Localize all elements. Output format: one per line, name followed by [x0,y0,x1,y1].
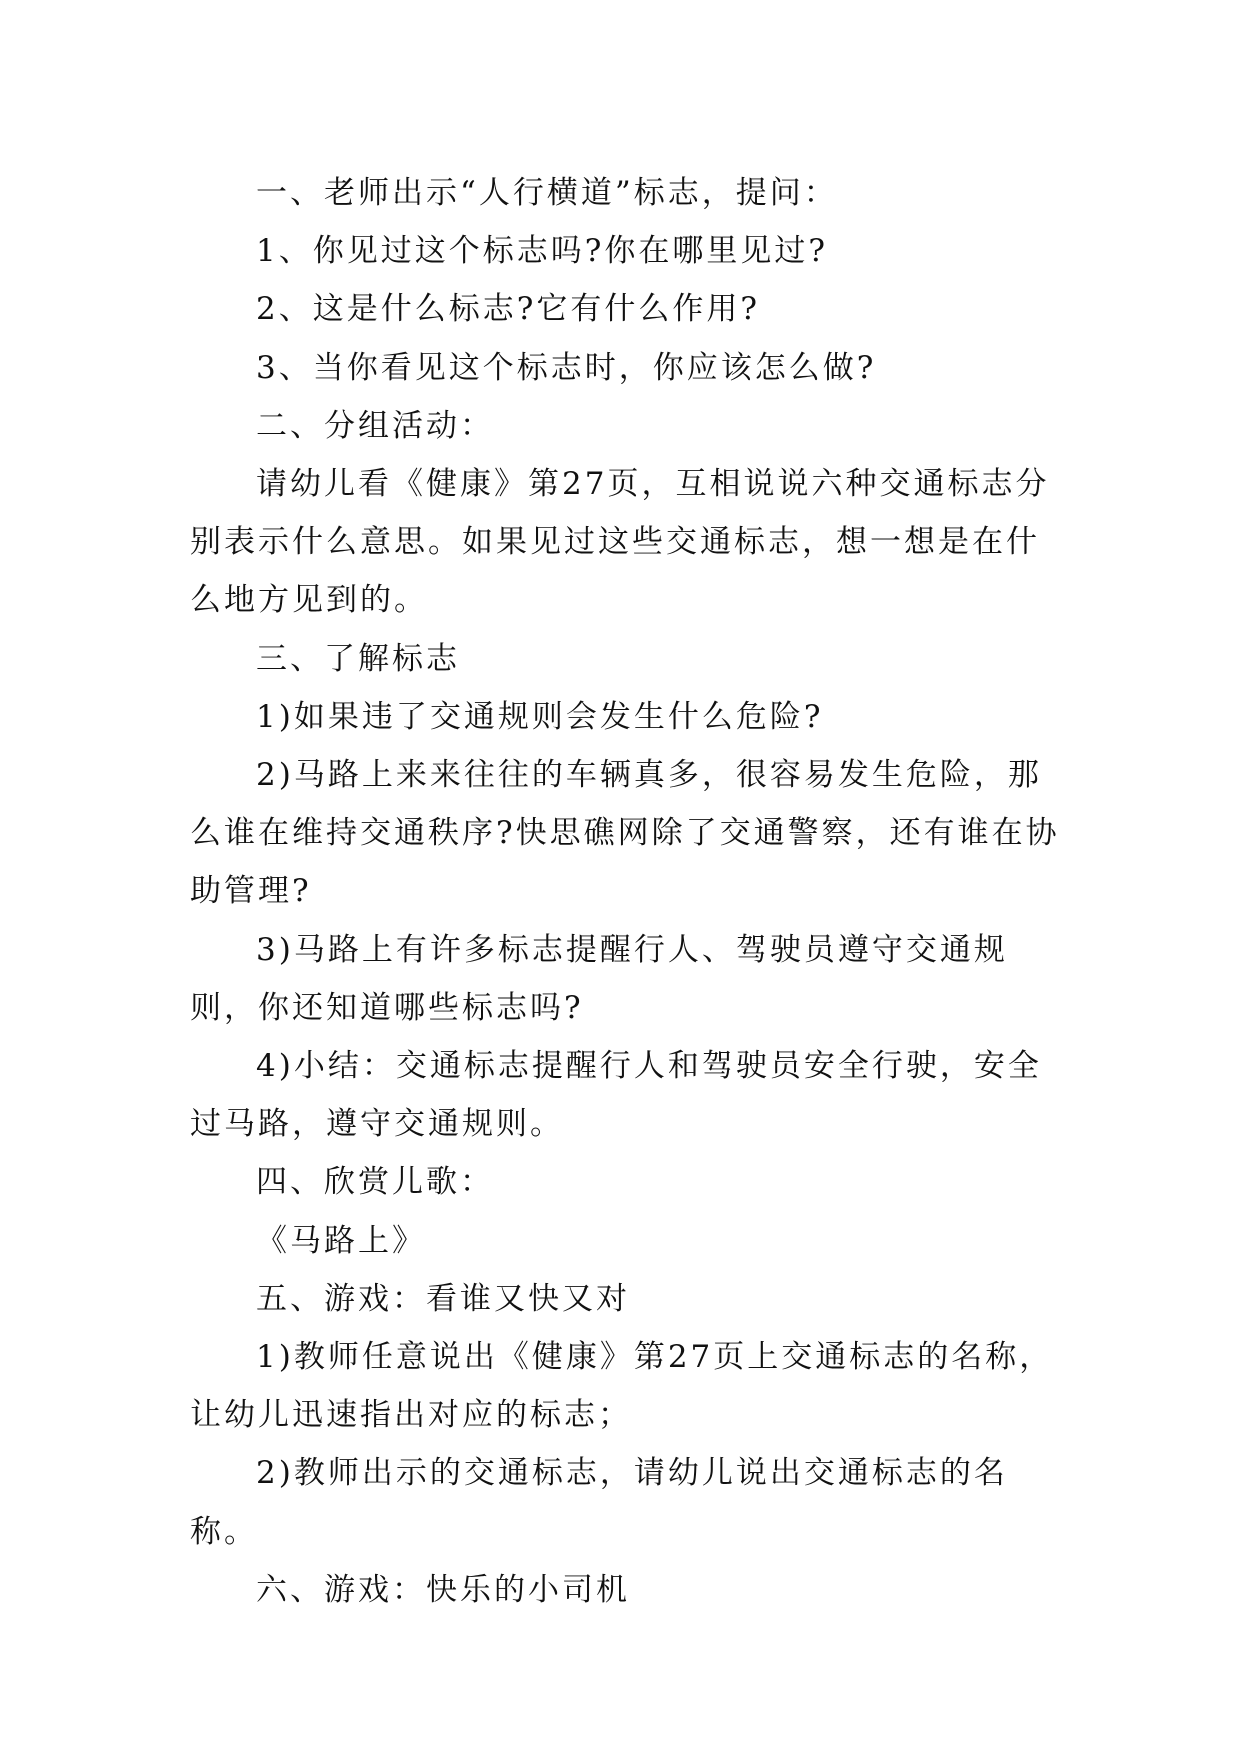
paragraph: 一、老师出示“人行横道”标志，提问： [256,175,838,211]
paragraph: 《马路上》 [256,1222,426,1259]
document-body [190,164,1070,1619]
paragraph: 五、游戏：看谁又快又对 [256,1280,630,1317]
paragraph: 三、了解标志 [256,640,460,677]
paragraph: 3)马路上有许多标志提醒行人、驾驶员遵守交通规则，你还知道哪些标志吗? [190,931,1008,1026]
paragraph: 2)教师出示的交通标志，请幼儿说出交通标志的名称。 [190,1455,1008,1550]
paragraph: 1)教师任意说出《健康》第27页上交通标志的名称，让幼儿迅速指出对应的标志； [190,1339,1054,1434]
paragraph: 六、游戏：快乐的小司机 [256,1571,630,1608]
paragraph: 2)马路上来来往往的车辆真多，很容易发生危险，那么谁在维持交通秩序?快思礁网除了交通警察，还有谁在协助管理? [190,757,1060,910]
paragraph: 1)如果违了交通规则会发生什么危险? [256,698,824,735]
paragraph: 3、当你看见这个标志时，你应该怎么做? [256,349,877,386]
paragraph: 二、分组活动： [256,407,494,444]
paragraph: 请幼儿看《健康》第27页，互相说说六种交通标志分别表示什么意思。如果见过这些交通标志，想一想是在什么地方见到的。 [190,466,1050,619]
paragraph: 1、你见过这个标志吗?你在哪里见过? [256,233,828,270]
paragraph: 4)小结：交通标志提醒行人和驾驶员安全行驶，安全过马路，遵守交通规则。 [190,1048,1042,1143]
paragraph: 四、欣赏儿歌： [256,1164,494,1201]
paragraph: 2、这是什么标志?它有什么作用? [256,291,760,328]
